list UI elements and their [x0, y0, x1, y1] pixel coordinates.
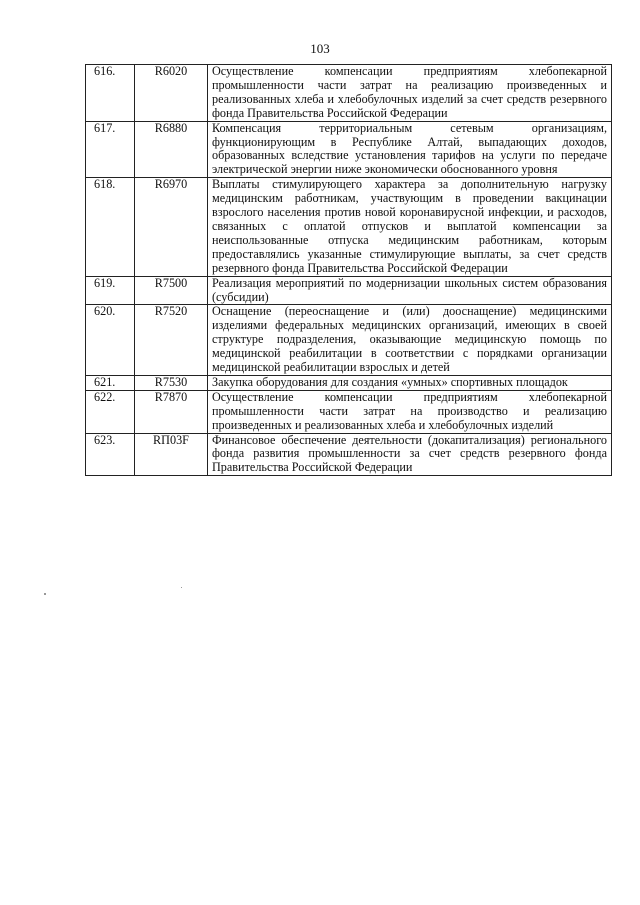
row-number: 617.: [86, 121, 135, 178]
table-row: [86, 305, 612, 376]
row-code: R6020: [135, 65, 208, 122]
table-row: [86, 375, 612, 390]
row-number: 621.: [86, 375, 135, 390]
row-code: R7500: [135, 276, 208, 305]
table-row: [86, 433, 612, 476]
row-code: RП03F: [135, 433, 208, 476]
row-number: 619.: [86, 276, 135, 305]
row-description: Финансовое обеспечение деятельности (докапитализация) регионального фонда развития промышленности за счет средств резервного фонда Правительства Российской Федерации: [208, 433, 612, 476]
table-row: [86, 390, 612, 433]
table-row: [86, 121, 612, 178]
row-description: Осуществление компенсации предприятиям хлебопекарной промышленности части затрат на реализацию произведенных и реализованных хлеба и хлебобулочных изделий за счет средств резервного фонда Правительства Российской Федерации: [208, 65, 612, 122]
row-code: R7870: [135, 390, 208, 433]
row-number: 616.: [86, 65, 135, 122]
scan-speck: [181, 587, 182, 588]
table-row: [86, 178, 612, 276]
row-description: Реализация мероприятий по модернизации школьных систем образования (субсидии): [208, 276, 612, 305]
row-code: R7530: [135, 375, 208, 390]
row-description: Компенсация территориальным сетевым организациям, функционирующим в Республике Алтай, выпадающих доходов, образованных вследствие установления тарифов на услуги по передаче электрической энергии ниже экономически обоснованного уровня: [208, 121, 612, 178]
row-description: Осуществление компенсации предприятиям хлебопекарной промышленности части затрат на производство и реализацию произведенных и реализованных хлеба и хлебобулочных изделий: [208, 390, 612, 433]
row-description: Закупка оборудования для создания «умных» спортивных площадок: [208, 375, 612, 390]
budget-codes-table: [85, 64, 612, 476]
row-code: R7520: [135, 305, 208, 376]
row-number: 622.: [86, 390, 135, 433]
row-code: R6970: [135, 178, 208, 276]
row-description: Оснащение (переоснащение и (или) дооснащение) медицинскими изделиями федеральных медицинских организаций, имеющих в своей структуре подразделения, оказывающие медицинскую помощь по медицинской реабилитации в соответствии с порядками организации медицинской реабилитации взрослых и детей: [208, 305, 612, 376]
row-description: Выплаты стимулирующего характера за дополнительную нагрузку медицинским работникам, участвующим в проведении вакцинации взрослого населения против новой коронавирусной инфекции, и расходов, связанных с оплатой отпусков и выплатой компенсации за неиспользованные отпуска медицинским работникам, которым предоставлялись указанные стимулирующие выплаты, за счет средств резервного фонда Правительства Российской Федерации: [208, 178, 612, 276]
table-row: [86, 65, 612, 122]
row-code: R6880: [135, 121, 208, 178]
scan-speck: [44, 593, 46, 595]
page-number: 103: [310, 41, 330, 56]
row-number: 618.: [86, 178, 135, 276]
row-number: 623.: [86, 433, 135, 476]
row-number: 620.: [86, 305, 135, 376]
table-row: [86, 276, 612, 305]
